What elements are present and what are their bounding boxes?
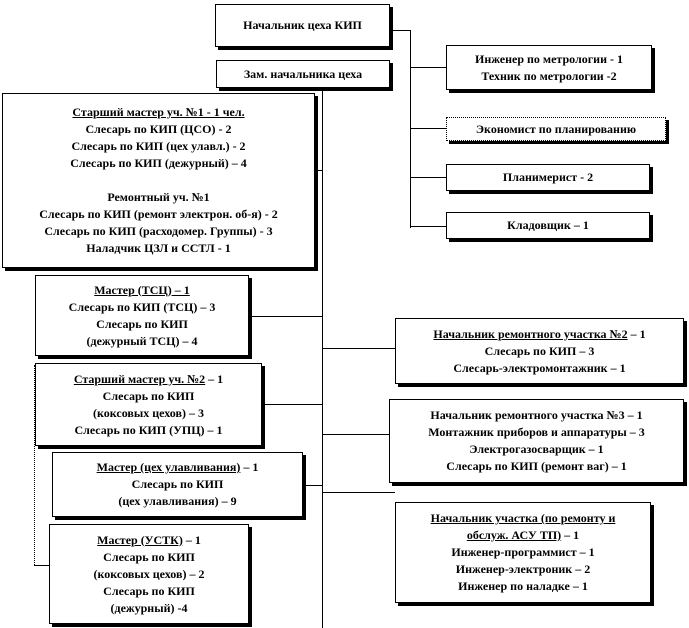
- asutp-connector: [322, 492, 395, 493]
- master-capture-head: Мастер (цех улавливания): [96, 460, 241, 474]
- senior-master-1-connector: [315, 170, 322, 171]
- senior-master-2-connector: [262, 404, 322, 405]
- master-ustk-connector: [34, 565, 49, 566]
- master-capture-line: (цех улавливания) – 9: [118, 494, 237, 508]
- master-capture-connector: [303, 485, 322, 486]
- asutp-head-line: [467, 527, 579, 544]
- master-ustk-line: (коксовых цехов) – 2: [93, 566, 205, 581]
- master-ustk-box: [49, 524, 249, 624]
- repair-3-connector: [322, 434, 389, 435]
- senior-master-1-line: Слесарь по КИП (цех улавл.) - 2: [71, 139, 246, 153]
- senior-master-2-box: [35, 363, 262, 446]
- trunk-line: [322, 87, 323, 628]
- repair-1-head: Ремонтный уч. №1: [107, 190, 210, 204]
- master-ustk-line: Слесарь по КИП: [103, 549, 195, 564]
- deputy-title: Зам. начальника цеха: [243, 66, 363, 81]
- chief-box: [215, 4, 390, 47]
- economist-box: [446, 117, 666, 141]
- metrology-box: [446, 45, 652, 90]
- repair-3-line: Монтажник приборов и аппаратуры – 3: [428, 425, 645, 439]
- repair-3-box: [389, 399, 684, 483]
- master-tsc-box: [35, 275, 249, 356]
- senior-master-2-head-line: [74, 371, 223, 388]
- metrology-connector: [410, 67, 446, 68]
- senior-master-2-line: Слесарь по КИП: [102, 388, 195, 403]
- metrology-line: Техник по метрологии -2: [481, 68, 617, 83]
- master-tsc-line: (дежурный ТСЦ) – 4: [86, 333, 198, 348]
- repair-1-line: Слесарь по КИП (ремонт электрон. об-я) - 2: [39, 207, 278, 221]
- asutp-count: – 1: [561, 528, 580, 542]
- senior-master-2-line: (коксовых цехов) – 3: [93, 405, 204, 420]
- asutp-line: Инженер-программист – 1: [451, 545, 595, 559]
- senior-master-2-line: Слесарь по КИП (УПЦ) – 1: [74, 422, 223, 437]
- master-ustk-head-line: [97, 532, 201, 549]
- repair-2-connector: [322, 348, 395, 349]
- repair-2-line: Слесарь по КИП – 3: [484, 343, 595, 358]
- planner-box: [446, 164, 650, 191]
- chief-to-right-line: [390, 30, 410, 31]
- repair-2-line: Слесарь-электромонтажник – 1: [453, 360, 626, 375]
- asutp-line: Инженер-электроник – 2: [455, 562, 591, 576]
- repair-2-head-line: [433, 326, 645, 343]
- master-capture-box: [52, 452, 303, 517]
- repair-3-line: Слесарь по КИП (ремонт ваг) – 1: [446, 459, 627, 473]
- master-ustk-line: Слесарь по КИП: [103, 583, 195, 598]
- repair-2-count: – 1: [627, 326, 646, 341]
- asutp-head: Начальник участка (по ремонту и: [430, 511, 616, 525]
- planner-title: Планимерист - 2: [502, 170, 594, 184]
- storekeeper-box: [446, 212, 650, 239]
- repair-1-line: Слесарь по КИП (расходомер. Группы) - 3: [44, 224, 273, 238]
- economist-title: Экономист по планированию: [475, 121, 637, 136]
- asutp-box: [395, 502, 651, 603]
- senior-master-1-box: [2, 93, 315, 268]
- metrology-line: Инженер по метрологии - 1: [474, 51, 623, 66]
- repair-2-head: Начальник ремонтного участка №2: [433, 326, 628, 341]
- deputy-box: [216, 60, 390, 88]
- repair-1-line: Наладчик ЦЗЛ и ССТЛ - 1: [86, 241, 231, 255]
- planner-connector: [410, 177, 446, 178]
- master-ustk-head: Мастер (УСТК): [97, 532, 183, 547]
- master-capture-count: – 1: [240, 460, 259, 474]
- asutp-head-2: обслуж. АСУ ТП): [466, 528, 562, 542]
- repair-3-head: Начальник ремонтного участка №3 – 1: [430, 408, 643, 422]
- senior-master-2-count: – 1: [205, 371, 224, 386]
- economist-connector: [410, 128, 446, 129]
- master-tsc-connector: [249, 316, 322, 317]
- master-ustk-line: (дежурный) -4: [110, 600, 188, 615]
- chief-title: Начальник цеха КИП: [243, 18, 362, 32]
- right-branch-line: [410, 30, 411, 228]
- master-tsc-line: Слесарь по КИП: [96, 316, 188, 331]
- repair-3-line: Электрогазосварщик – 1: [469, 442, 604, 456]
- senior-master-1-line: Слесарь по КИП (дежурный) – 4: [70, 156, 247, 170]
- senior-master-1-line: Слесарь по КИП (ЦСО) - 2: [85, 122, 232, 136]
- master-capture-head-line: [97, 459, 259, 476]
- master-capture-line: Слесарь по КИП: [131, 477, 224, 491]
- master-tsc-line: Слесарь по КИП (ТСЦ) – 3: [68, 299, 216, 314]
- master-tsc-head: Мастер (ТСЦ) – 1: [94, 282, 190, 297]
- senior-master-1-head: Старший мастер уч. №1 - 1 чел.: [72, 105, 245, 119]
- repair-2-box: [395, 318, 684, 384]
- senior-master-2-head: Старший мастер уч. №2: [73, 371, 206, 386]
- storekeeper-connector: [410, 226, 446, 227]
- asutp-line: Инженер по наладке – 1: [458, 579, 588, 593]
- master-ustk-count: – 1: [182, 532, 201, 547]
- storekeeper-title: Кладовщик – 1: [507, 218, 589, 232]
